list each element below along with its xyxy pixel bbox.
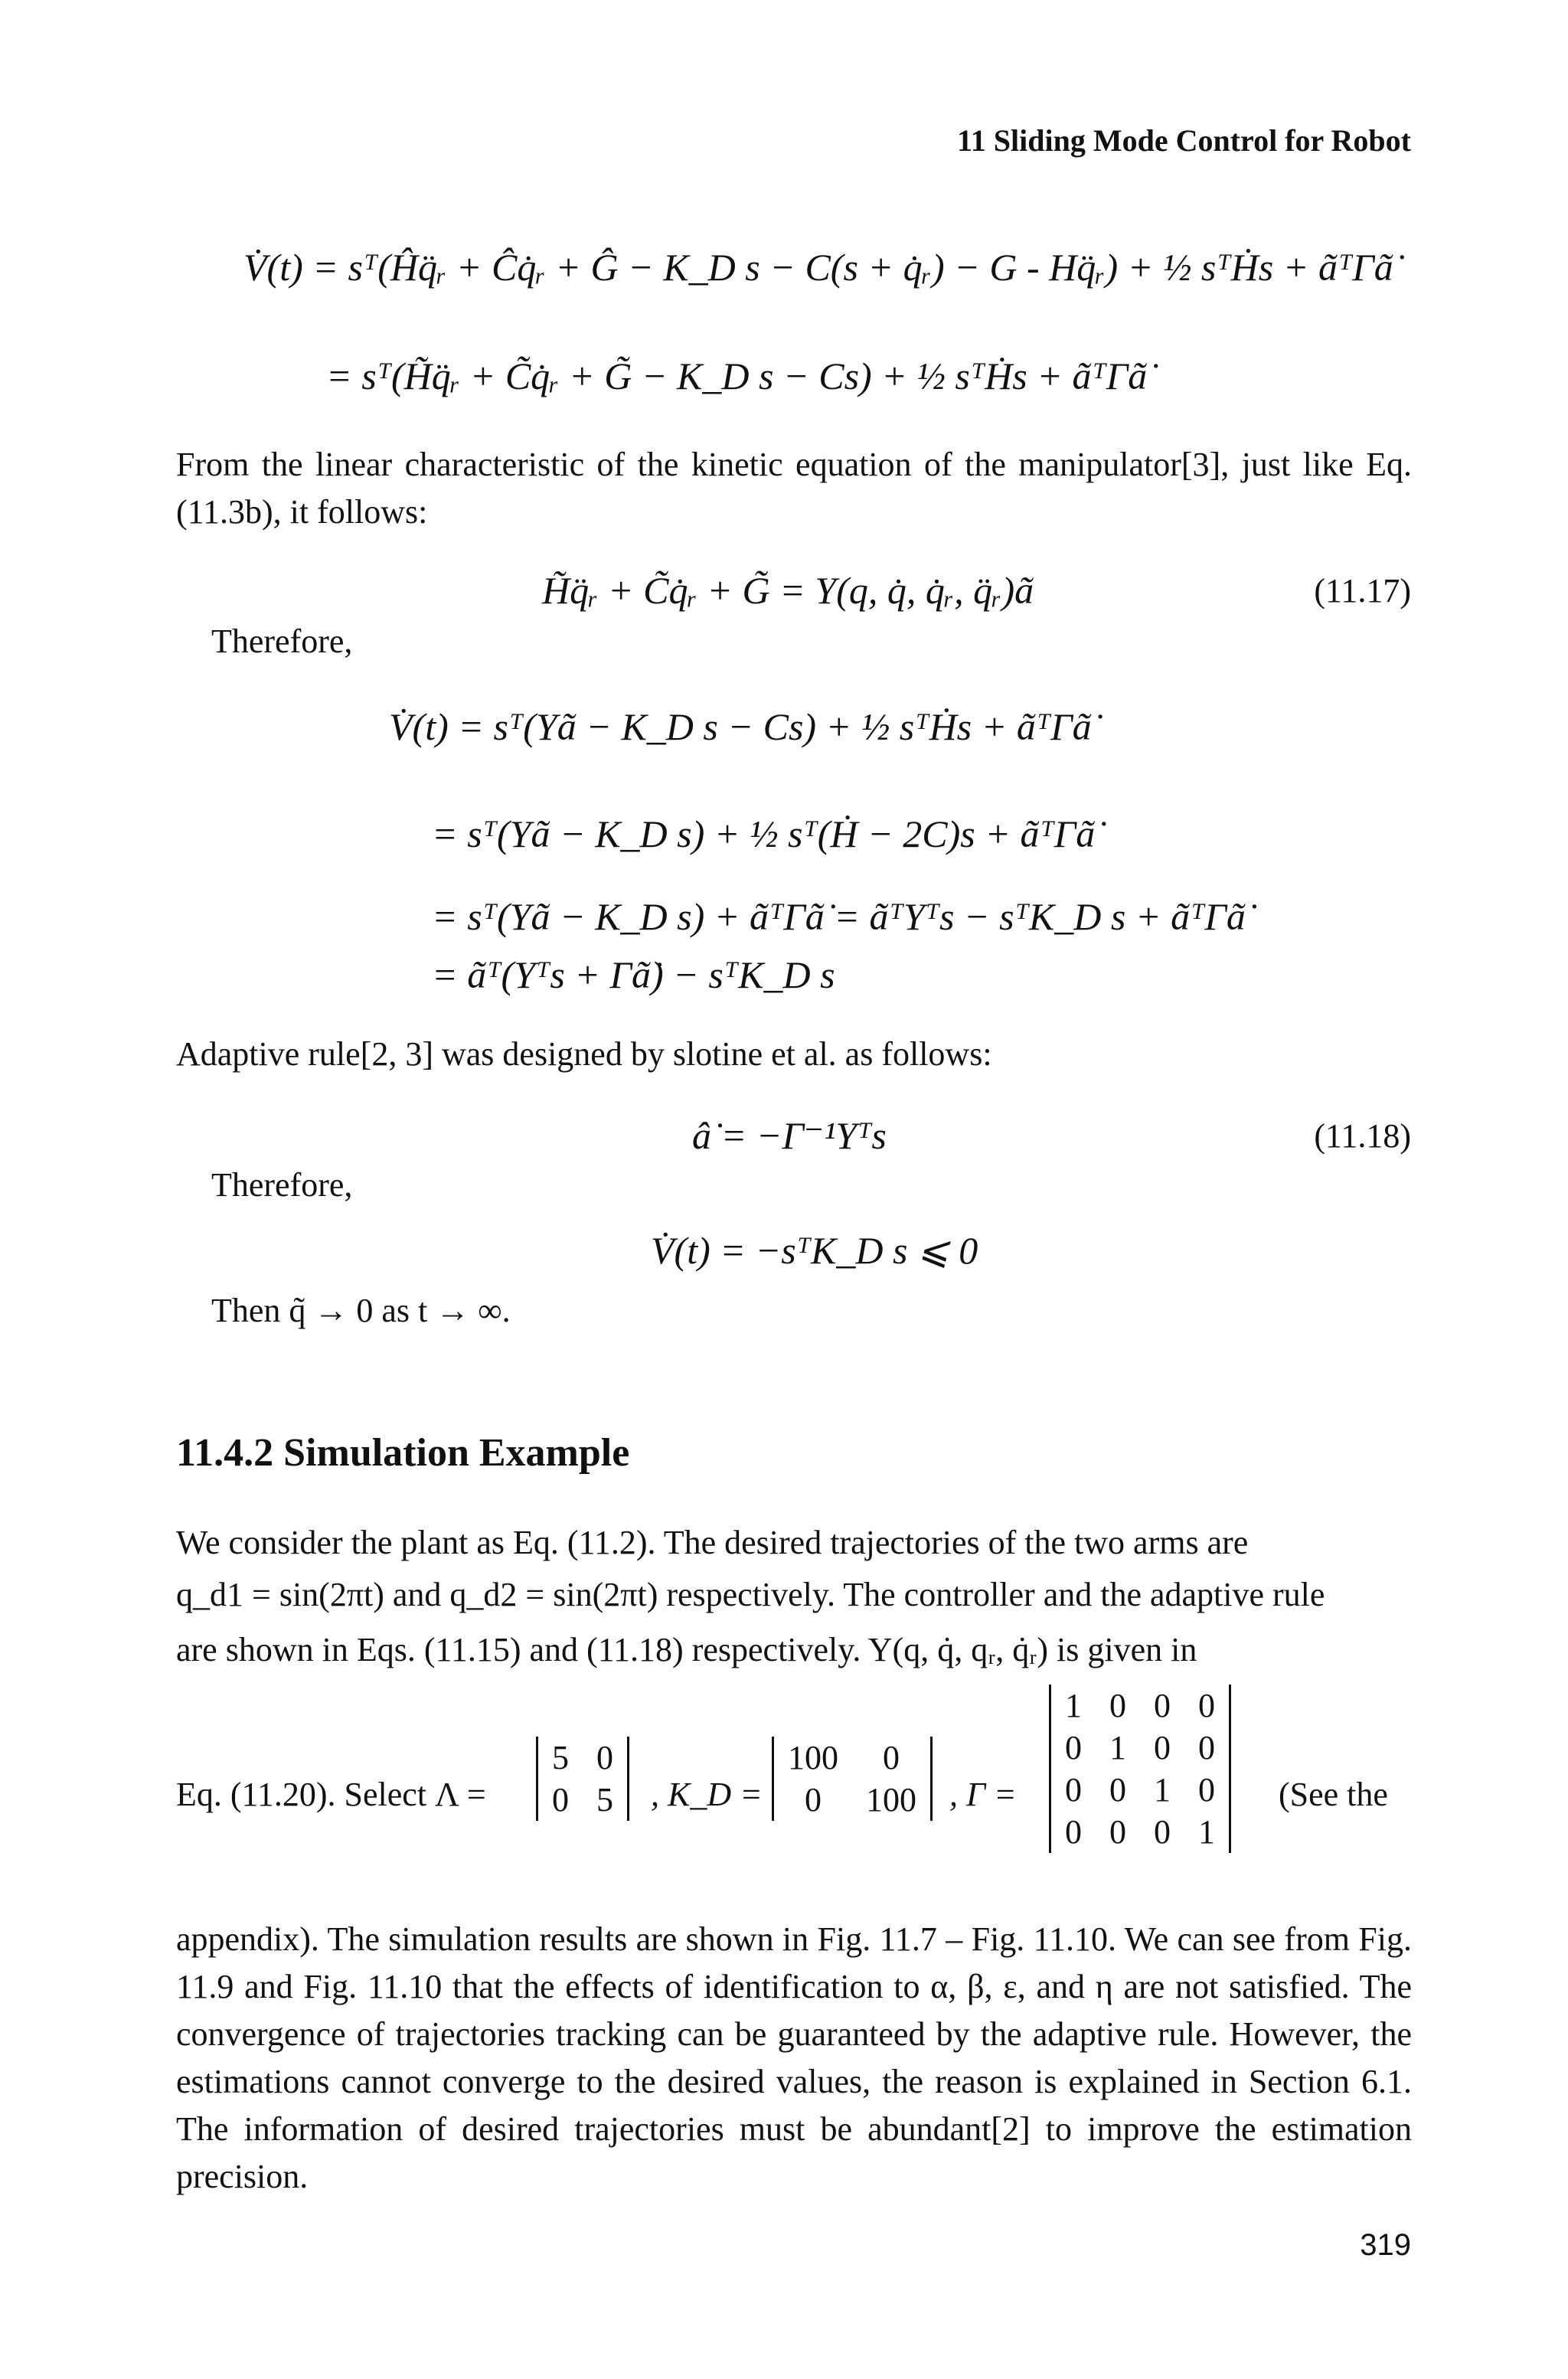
conclusion-line: Then q̃ → 0 as t → ∞. <box>211 1292 511 1329</box>
equation-line: V̇(t) = sᵀ(Yã − K_D s − Cs) + ½ sᵀḢs + ãᵀΓã̇ <box>389 705 1092 748</box>
kd-label: , K_D = <box>651 1776 763 1813</box>
see-the-text: (See the <box>1279 1776 1388 1813</box>
matrix-cell: 0 <box>1065 1771 1082 1809</box>
equation-line: = sᵀ(Yã − K_D s) + ½ sᵀ(Ḣ − 2C)s + ãᵀΓã̇ <box>432 812 1096 855</box>
gamma-matrix <box>1049 1685 1231 1853</box>
matrix-cell: 0 <box>1154 1729 1171 1766</box>
therefore-label: Therefore, <box>211 1166 353 1204</box>
paragraph: appendix). The simulation results are shown in Fig. 11.7 – Fig. 11.10. We can see from Fig. 11.9 and Fig. 11.10 that the effects of identification to α, β, ε, and η are not satisfied. The convergence of trajectories tracking can be guaranteed by the adaptive rule. However, the estimations cannot converge to the desired values, the reason is explained in Section 6.1. The information of desired trajectories must be abundant[2] to improve the estimation precision. <box>176 1920 1413 2195</box>
matrix-cell: 0 <box>1154 1813 1171 1851</box>
paragraph-line: are shown in Eqs. (11.15) and (11.18) respectively. Y(q, q̇, qᵣ, q̇ᵣ) is given in <box>176 1631 1197 1668</box>
matrix-cell: 0 <box>596 1739 613 1776</box>
select-prefix: Eq. (11.20). Select Λ = <box>176 1776 486 1813</box>
equation-lyapunov: V̇(t) = −sᵀK_D s ⩽ 0 <box>651 1229 978 1272</box>
equation-line: V̇(t) = sᵀ(Ĥq̈ᵣ + Ĉq̇ᵣ + Ĝ − K_D s − C(s + q̇ᵣ) − G - Hq̈ᵣ) + ½ sᵀḢs + ãᵀΓã̇ <box>243 246 1393 289</box>
matrix-cell: 1 <box>1065 1687 1082 1724</box>
section-title: 11.4.2 Simulation Example <box>176 1431 630 1475</box>
therefore-label: Therefore, <box>211 623 353 660</box>
matrix-cell: 1 <box>1154 1771 1171 1809</box>
equation-number: (11.17) <box>1314 572 1411 609</box>
paragraph: From the linear characteristic of the kinetic equation of the manipulator[3], just like Eq. (11.3b), it follows: <box>176 446 1412 531</box>
equation-number: (11.18) <box>1314 1117 1411 1155</box>
paragraph-line: We consider the plant as Eq. (11.2). The desired trajectories of the two arms are <box>176 1524 1249 1561</box>
gamma-label: , Γ = <box>949 1776 1017 1813</box>
kd-matrix <box>772 1737 933 1821</box>
matrix-cell: 0 <box>1065 1813 1082 1851</box>
matrix-cell: 1 <box>1109 1729 1126 1766</box>
lambda-matrix <box>536 1737 629 1821</box>
matrix-cell: 0 <box>1198 1687 1215 1724</box>
matrix-cell: 0 <box>1109 1771 1126 1809</box>
running-header: 11 Sliding Mode Control for Robot <box>956 123 1411 158</box>
matrix-cell: 0 <box>552 1781 569 1819</box>
equation-line: = sᵀ(Yã − K_D s) + ãᵀΓã̇ = ãᵀYᵀs − sᵀK_D s + ãᵀΓã̇ <box>432 895 1246 938</box>
equation-line: = ãᵀ(Yᵀs + Γã̇) − sᵀK_D s <box>432 953 835 996</box>
matrix-cell: 0 <box>883 1739 900 1776</box>
page-number: 319 <box>1360 2228 1411 2262</box>
matrix-cell: 1 <box>1198 1813 1215 1851</box>
matrix-cell: 100 <box>866 1781 916 1819</box>
paragraph: Adaptive rule[2, 3] was designed by slotine et al. as follows: <box>176 1035 992 1073</box>
matrix-cell: 0 <box>1109 1813 1126 1851</box>
equation-line: = sᵀ(H̃q̈ᵣ + C̃q̇ᵣ + G̃ − K_D s − Cs) + ½ sᵀḢs + ãᵀΓã̇ <box>326 355 1148 397</box>
matrix-cell: 0 <box>1198 1771 1215 1809</box>
matrix-cell: 0 <box>1065 1729 1082 1766</box>
matrix-cell: 5 <box>552 1739 569 1776</box>
matrix-cell: 0 <box>1198 1729 1215 1766</box>
equation-11-17: H̃q̈ᵣ + C̃q̇ᵣ + G̃ = Y(q, q̇, q̇ᵣ, q̈ᵣ)ã <box>542 569 1034 612</box>
matrix-cell: 5 <box>596 1781 613 1819</box>
paragraph-line: q_d1 = sin(2πt) and q_d2 = sin(2πt) respectively. The controller and the adaptive rule <box>176 1576 1325 1613</box>
matrix-cell: 0 <box>1154 1687 1171 1724</box>
matrix-cell: 0 <box>1109 1687 1126 1724</box>
equation-11-18: â̇ = −Γ⁻¹Yᵀs <box>692 1114 887 1157</box>
matrix-cell: 0 <box>805 1781 822 1819</box>
matrix-cell: 100 <box>788 1739 838 1776</box>
